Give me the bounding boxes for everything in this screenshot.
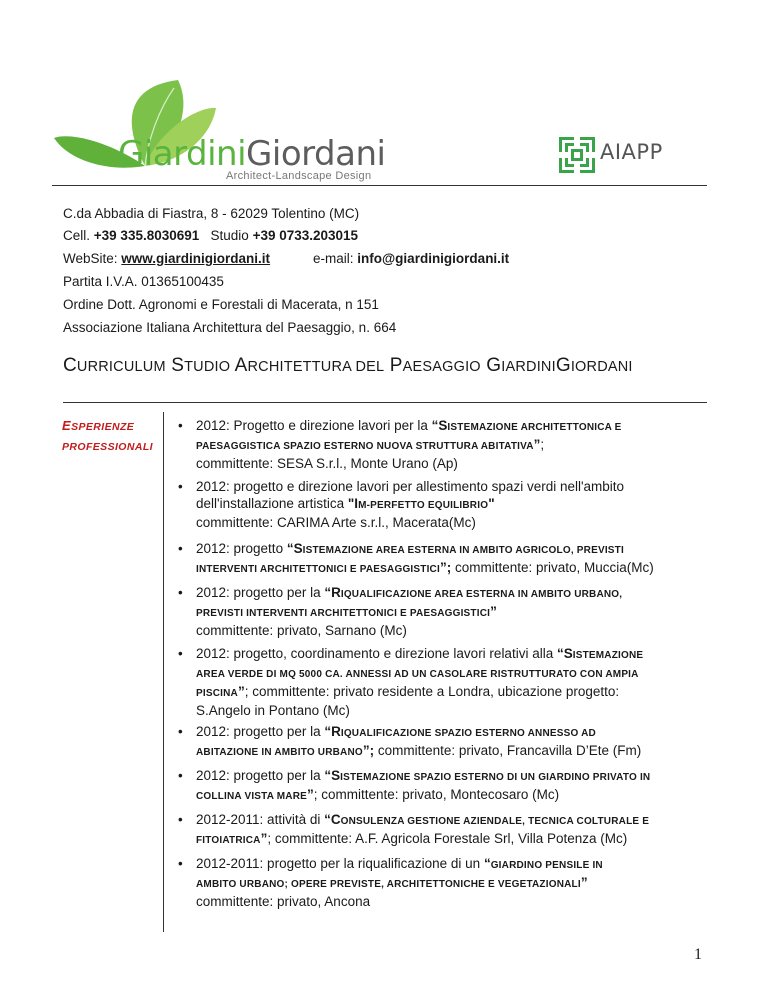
entry-client: committente: SESA S.r.l., Monte Urano (Ap) xyxy=(196,456,458,471)
entry-text: 2012: progetto per la xyxy=(196,768,325,783)
entry-project: GIARDINO PENSILE IN xyxy=(490,860,603,871)
section-rest: SPERIENZE xyxy=(71,421,135,433)
entry-project: ISTEMAZIONE SPAZIO ESTERNO DI UN GIARDINO PRIVATO IN xyxy=(340,772,651,783)
maze-icon xyxy=(559,137,595,173)
entry-text: 2012: progetto per la xyxy=(196,585,325,600)
entry-text: 2012: Progetto e direzione lavori per la xyxy=(196,418,432,433)
email-line xyxy=(313,250,509,267)
title-rest: AESAGGIO xyxy=(402,359,481,375)
entry-text: dell'installazione artistica xyxy=(196,496,348,511)
entry-project: ISTEMAZIONE xyxy=(572,650,644,661)
bullet-icon: • xyxy=(178,856,183,871)
brand-tagline: Architect-Landscape Design xyxy=(226,170,372,182)
list-item xyxy=(178,855,603,910)
entry-project: FITOIATRICA xyxy=(196,835,261,846)
entry-quote: ” xyxy=(237,684,245,699)
bullet-icon: • xyxy=(178,479,183,494)
list-item xyxy=(178,540,654,578)
bullet-icon: • xyxy=(178,418,183,433)
title-rest: IARDINI xyxy=(501,359,556,375)
email-label: e-mail: xyxy=(313,251,354,266)
section-label xyxy=(62,417,153,456)
page-number: 1 xyxy=(694,946,702,963)
entry-text: 2012: progetto e direzione lavori per allestimento spazi verdi nell'ambito xyxy=(196,479,625,494)
entry-project: M-PERFETTO EQUILIBRIO xyxy=(358,500,489,511)
entry-client: S.Angelo in Pontano (Mc) xyxy=(196,703,350,718)
bullet-icon: • xyxy=(178,812,183,827)
vat-number: Partita I.V.A. 01365100435 xyxy=(63,274,224,289)
title-rest: URRICULUM xyxy=(76,359,166,375)
list-item xyxy=(178,723,642,761)
studio-number: +39 0733.203015 xyxy=(252,228,359,243)
entry-client: committente: privato, Ancona xyxy=(196,894,371,909)
entry-quote: ” xyxy=(580,875,588,890)
page-title xyxy=(63,355,633,377)
title-cap: G xyxy=(486,355,502,376)
entry-client: committente: CARIMA Arte s.r.l., Macerata(Mc) xyxy=(196,515,476,530)
list-item xyxy=(178,645,644,719)
cell-label: Cell. xyxy=(63,228,91,243)
entry-client: committente: privato, Francavilla D’Ete (Fm) xyxy=(374,743,642,758)
entry-quote: ” xyxy=(533,437,541,452)
entry-quote: ” xyxy=(260,831,268,846)
entry-quote: “R xyxy=(324,724,341,739)
entry-quote: “R xyxy=(324,585,341,600)
bullet-icon: • xyxy=(178,646,183,661)
brand-name-part1: Giardini xyxy=(118,134,247,174)
entry-text: 2012-2011: progetto per la riqualificazione di un xyxy=(196,856,484,871)
entry-text: 2012: progetto per la xyxy=(196,724,325,739)
title-rest: IORDANI xyxy=(570,359,633,375)
professional-order: Ordine Dott. Agronomi e Forestali di Macerata, n 151 xyxy=(63,297,379,312)
entry-project: INTERVENTI ARCHITETTONICI E PAESAGGISTICI xyxy=(196,564,440,575)
entry-project: PREVISTI INTERVENTI ARCHITETTONICI E PAESAGGISTICI xyxy=(196,608,491,619)
header-divider xyxy=(52,185,707,186)
list-item xyxy=(178,478,625,531)
entry-quote: ”; xyxy=(362,743,375,758)
brand-name xyxy=(118,134,385,174)
entry-project: IQUALIFICAZIONE SPAZIO ESTERNO ANNESSO AD xyxy=(340,728,596,739)
entry-project: COLLINA VISTA MARE xyxy=(196,791,308,802)
entry-quote: “S xyxy=(324,768,341,783)
entry-project: AMBITO URBANO; OPERE PREVISTE, ARCHITETTONICHE E VEGETAZIONALI xyxy=(196,879,581,890)
list-item xyxy=(178,811,650,849)
studio-label: Studio xyxy=(210,228,249,243)
title-divider xyxy=(63,402,707,403)
entry-project: PISCINA xyxy=(196,688,238,699)
entry-project: ABITAZIONE IN AMBITO URBANO xyxy=(196,747,363,758)
website-line xyxy=(63,250,270,267)
entry-client: ; committente: privato, Montecosaro (Mc) xyxy=(313,787,560,802)
website-link[interactable]: www.giardinigiordani.it xyxy=(121,251,271,266)
section-label-line2: PROFESSIONALI xyxy=(62,441,153,453)
entry-project: IQUALIFICAZIONE AREA ESTERNA IN AMBITO URBANO, xyxy=(340,589,623,600)
entry-project: ONSULENZA GESTIONE AZIENDALE, TECNICA COLTURALE E xyxy=(340,816,650,827)
entry-quote: ”; xyxy=(439,560,452,575)
entry-client: ; committente: A.F. Agricola Forestale Srl, Villa Potenza (Mc) xyxy=(267,831,628,846)
entry-quote: “S xyxy=(556,646,573,661)
entry-quote: “ xyxy=(483,856,491,871)
association-membership: Associazione Italiana Architettura del Paesaggio, n. 664 xyxy=(63,320,397,335)
entry-text: ; xyxy=(540,437,545,452)
entry-text: 2012: progetto xyxy=(196,541,287,556)
bullet-icon: • xyxy=(178,768,183,783)
email-link[interactable]: info@giardinigiordani.it xyxy=(357,251,510,266)
title-rest: RCHITETTURA DEL xyxy=(247,359,385,375)
list-item xyxy=(178,584,623,639)
section-label-line1 xyxy=(62,417,153,436)
bullet-icon: • xyxy=(178,585,183,600)
entry-project: AREA VERDE DI MQ 5000 CA. ANNESSI AD UN CASOLARE RISTRUTTURATO CON AMPIA xyxy=(196,669,639,680)
title-cap: S xyxy=(171,355,185,376)
section-vertical-rule xyxy=(163,412,164,932)
bullet-icon: • xyxy=(178,541,183,556)
title-cap: G xyxy=(555,355,571,376)
entry-quote: " xyxy=(488,496,495,511)
title-rest: TUDIO xyxy=(184,359,231,375)
entry-quote: “S xyxy=(286,541,303,556)
title-cap: C xyxy=(63,355,77,376)
entry-quote: ” xyxy=(490,604,497,619)
title-cap: P xyxy=(389,355,403,376)
entry-quote: "I xyxy=(347,496,359,511)
entry-client: committente: privato, Sarnano (Mc) xyxy=(196,623,407,638)
address: C.da Abbadia di Fiastra, 8 - 62029 Tolentino (MC) xyxy=(63,206,360,221)
list-item xyxy=(178,417,622,472)
list-item xyxy=(178,767,651,805)
title-cap: A xyxy=(234,355,248,376)
entry-quote: ” xyxy=(307,787,314,802)
entry-project: ISTEMAZIONE ARCHITETTONICA E xyxy=(447,422,622,433)
entry-quote: “C xyxy=(324,812,341,827)
entry-client: committente: privato, Muccia(Mc) xyxy=(451,560,654,575)
website-label: WebSite: xyxy=(63,251,118,266)
entry-text: 2012: progetto, coordinamento e direzione lavori relativi alla xyxy=(196,646,557,661)
cell-number: +39 335.8030691 xyxy=(93,228,200,243)
aiapp-label: AIAPP xyxy=(600,140,663,164)
entry-client: ; committente: privato residente a Londra, ubicazione progetto: xyxy=(244,684,620,699)
entry-text: 2012-2011: attività di xyxy=(196,812,325,827)
brand-name-part2: Giordani xyxy=(246,134,386,174)
bullet-icon: • xyxy=(178,724,183,739)
entry-quote: “S xyxy=(431,418,448,433)
phone-line xyxy=(63,227,358,244)
entry-project: PAESAGGISTICA SPAZIO ESTERNO NUOVA STRUTTURA ABITATIVA xyxy=(196,441,534,452)
entry-project: ISTEMAZIONE AREA ESTERNA IN AMBITO AGRICOLO, PREVISTI xyxy=(302,545,624,556)
section-cap: E xyxy=(62,418,72,433)
